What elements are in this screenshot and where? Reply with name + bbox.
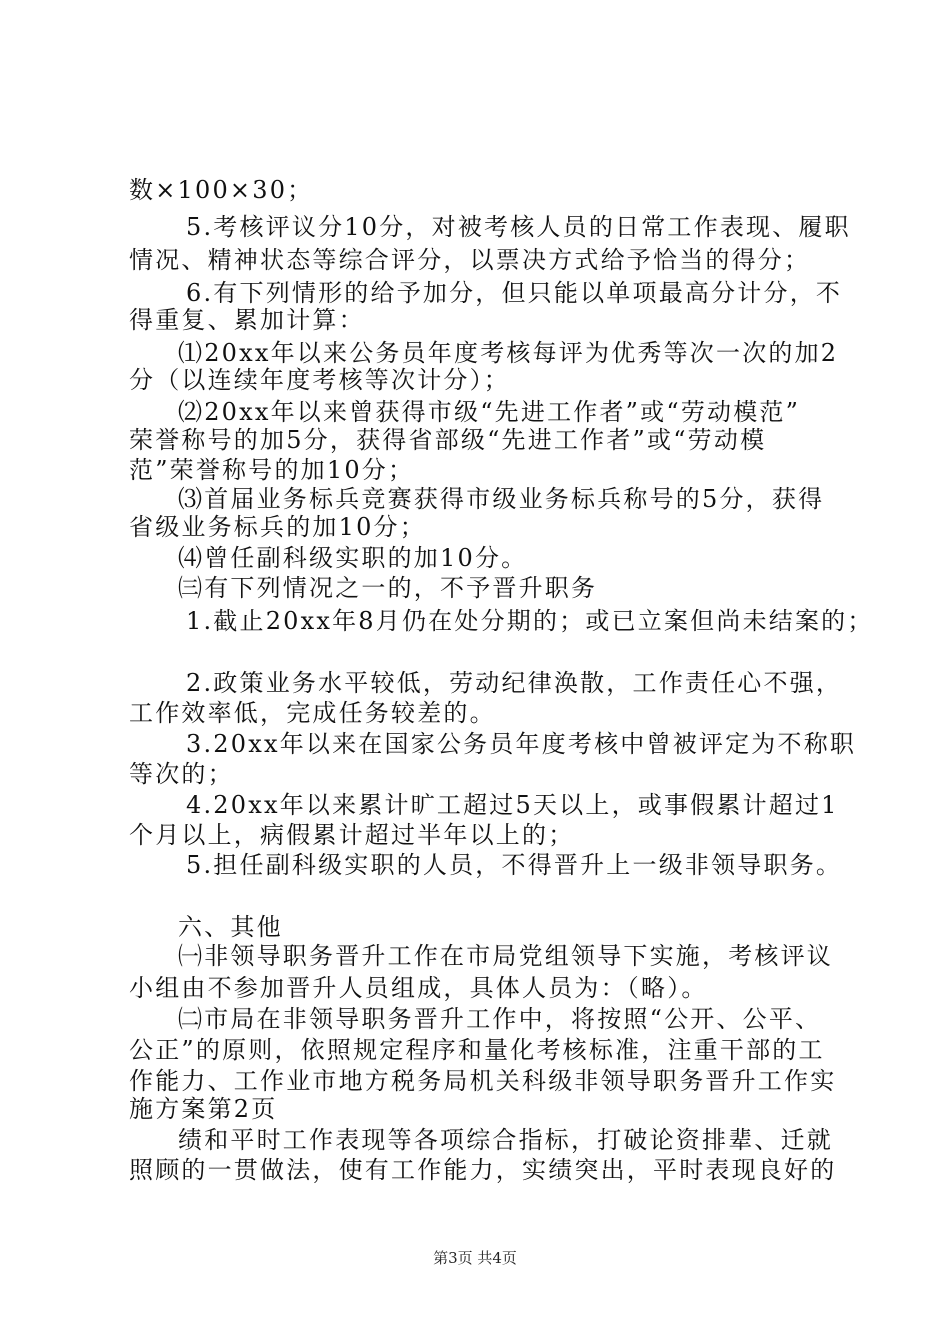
text-line: ⑶首届业务标兵竞赛获得市级业务标兵称号的5分，获得 — [178, 485, 825, 513]
text-line: 工作效率低，完成任务较差的。 — [129, 699, 496, 727]
text-line: 小组由不参加晋升人员组成，具体人员为：（略）。 — [129, 974, 708, 1002]
text-line: 1.截止20xx年8月仍在处分期的；或已立案但尚未结案的； — [186, 607, 874, 635]
text-line: 5.担任副科级实职的人员，不得晋升上一级非领导职务。 — [186, 851, 843, 879]
text-line: 2.政策业务水平较低，劳动纪律涣散，工作责任心不强， — [186, 669, 843, 697]
text-line: 数×100×30； — [129, 176, 314, 204]
page-footer: 第3页 共4页 — [433, 1249, 517, 1267]
text-line: ㈢有下列情况之一的，不予晋升职务 — [178, 574, 598, 602]
text-line: ⑷曾任副科级实职的加10分。 — [178, 544, 528, 572]
text-line: 等次的； — [129, 760, 234, 788]
text-line: 4.20xx年以来累计旷工超过5天以上，或事假累计超过1 — [186, 791, 839, 819]
text-line: 照顾的一贯做法，使有工作能力，实绩突出，平时表现良好的 — [129, 1156, 837, 1184]
section-heading: 六、其他 — [178, 913, 283, 941]
text-line: 情况、精神状态等综合评分，以票决方式给予恰当的得分； — [129, 246, 811, 274]
text-line: ⑵20xx年以来曾获得市级“先进工作者”或“劳动模范” — [178, 398, 801, 426]
text-line: 得重复、累加计算： — [129, 306, 365, 334]
text-line: 公正”的原则，依照规定程序和量化考核标准，注重干部的工 — [129, 1036, 825, 1064]
text-line: 3.20xx年以来在国家公务员年度考核中曾被评定为不称职 — [186, 730, 857, 758]
text-line: 作能力、工作业市地方税务局机关科级非领导职务晋升工作实 — [129, 1067, 837, 1095]
text-line: 分（以连续年度考核等次计分）； — [129, 366, 510, 394]
text-line: 省级业务标兵的加10分； — [129, 513, 426, 541]
text-line: 施方案第2页 — [129, 1095, 278, 1123]
text-line: 6.有下列情形的给予加分，但只能以单项最高分计分，不 — [186, 279, 843, 307]
text-line: ㈠非领导职务晋升工作在市局党组领导下实施，考核评议 — [178, 942, 833, 970]
text-line: 范”荣誉称号的加10分； — [129, 456, 415, 484]
text-line: ㈡市局在非领导职务晋升工作中，将按照“公开、公平、 — [178, 1005, 822, 1033]
text-line: 个月以上，病假累计超过半年以上的； — [129, 821, 575, 849]
text-line: ⑴20xx年以来公务员年度考核每评为优秀等次一次的加2 — [178, 339, 839, 367]
text-line: 绩和平时工作表现等各项综合指标，打破论资排辈、迁就 — [178, 1126, 833, 1154]
text-line: 5.考核评议分10分，对被考核人员的日常工作表现、履职 — [186, 213, 851, 241]
text-line: 荣誉称号的加5分，获得省部级“先进工作者”或“劳动模 — [129, 426, 767, 454]
